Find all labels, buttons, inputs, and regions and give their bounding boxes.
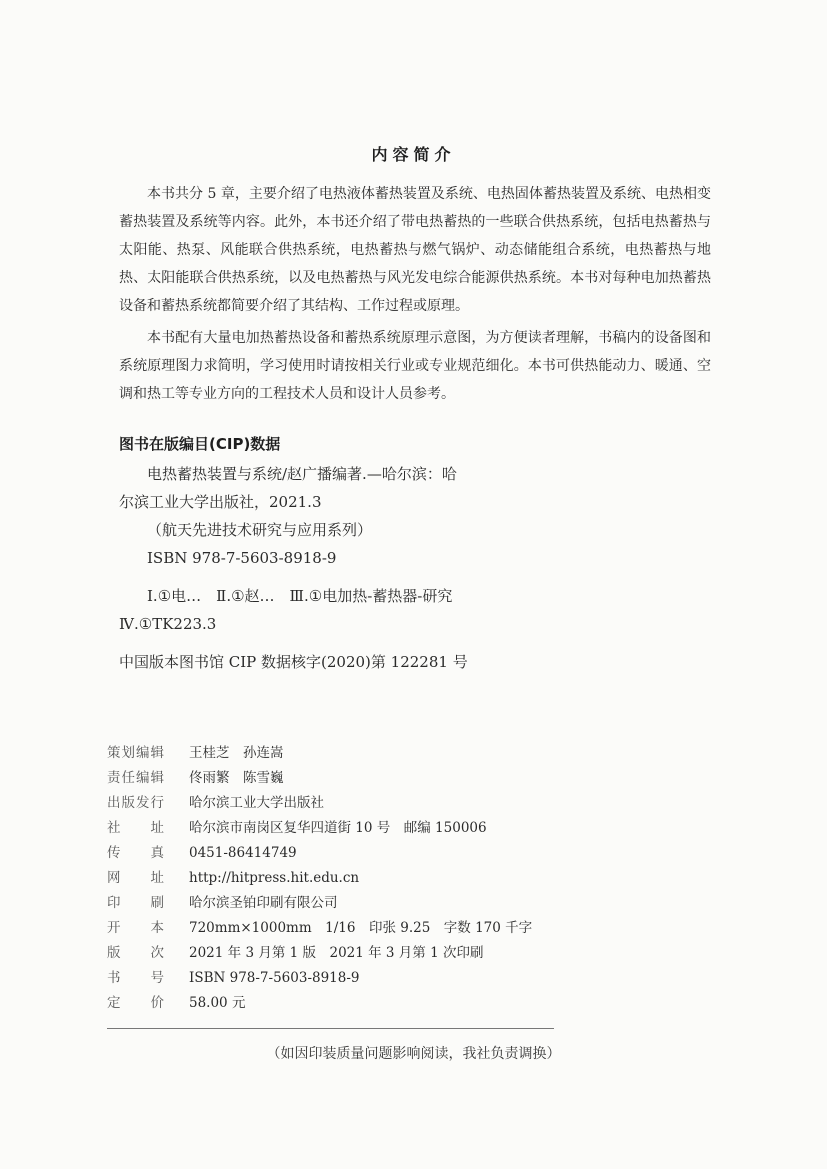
imprint-row (107, 891, 532, 916)
imprint-label: 定 价 (107, 995, 165, 1011)
imprint-value: 王桂芝 孙连嵩 (189, 745, 284, 761)
imprint-label: 开 本 (107, 920, 165, 936)
divider (107, 1028, 554, 1029)
imprint-row (107, 991, 532, 1016)
imprint-value: 佟雨繁 陈雪巍 (189, 770, 284, 786)
imprint-row (107, 766, 532, 791)
footer-note: （如因印装质量问题影响阅读，我社负责调换） (266, 1046, 561, 1062)
imprint-row (107, 741, 532, 766)
imprint-value: 哈尔滨市南岗区复华四道街 10 号 邮编 150006 (189, 820, 487, 836)
imprint-row (107, 966, 532, 991)
cip-publisher-line: 尔滨工业大学出版社，2021.3 (119, 493, 322, 511)
cip-record-number: 中国版本图书馆 CIP 数据核字(2020)第 122281 号 (119, 653, 468, 671)
intro-paragraph: 本书配有大量电加热蓄热设备和蓄热系统原理示意图，为方便读者理解，书稿内的设备图和系统原理图力求简明，学习使用时请按相关行业或专业规范细化。本书可供热能动力、暖通、空调和热工等专业方向的工程技术人员和设计人员参考。 (119, 330, 711, 402)
imprint-table (107, 741, 532, 1016)
imprint-label: 出版发行 (107, 795, 165, 811)
imprint-label: 责任编辑 (107, 770, 165, 786)
imprint-label: 策划编辑 (107, 745, 165, 761)
cip-isbn-line: ISBN 978-7-5603-8918-9 (147, 549, 337, 567)
imprint-label: 传 真 (107, 845, 165, 861)
imprint-row (107, 841, 532, 866)
imprint-value: http://hitpress.hit.edu.cn (189, 870, 360, 886)
cip-series-line: （航天先进技术研究与应用系列） (147, 521, 373, 539)
imprint-label: 网 址 (107, 870, 165, 886)
imprint-value: 哈尔滨工业大学出版社 (189, 795, 324, 811)
cip-title-line: 电热蓄热装置与系统/赵广播编著.—哈尔滨：哈 (147, 465, 457, 483)
imprint-row (107, 916, 532, 941)
imprint-label: 印 刷 (107, 895, 165, 911)
imprint-label: 书 号 (107, 970, 165, 986)
imprint-label: 社 址 (107, 820, 165, 836)
imprint-value: 720mm×1000mm 1/16 印张 9.25 字数 170 千字 (189, 920, 533, 936)
cip-classification-line: Ⅰ.①电… Ⅱ.①赵… Ⅲ.①电加热-蓄热器-研究 (147, 587, 453, 605)
imprint-value: 58.00 元 (189, 995, 246, 1011)
cip-classification-line-2: Ⅳ.①TK223.3 (119, 615, 217, 633)
imprint-row (107, 941, 532, 966)
imprint-row (107, 866, 532, 891)
imprint-row (107, 816, 532, 841)
imprint-label: 版 次 (107, 945, 165, 961)
imprint-row (107, 791, 532, 816)
cip-heading: 图书在版编目(CIP)数据 (119, 435, 281, 453)
imprint-value: 哈尔滨圣铂印刷有限公司 (189, 895, 338, 911)
intro-paragraph: 本书共分 5 章，主要介绍了电热液体蓄热装置及系统、电热固体蓄热装置及系统、电热相变蓄热装置及系统等内容。此外，本书还介绍了带电热蓄热的一些联合供热系统，包括电热蓄热与太阳能、热泵、风能联合供热系统，电热蓄热与燃气锅炉、动态储能组合系统，电热蓄热与地热、太阳能联合供热系统，以及电热蓄热与风光发电综合能源供热系统。本书对每种电加热蓄热设备和蓄热系统都简要介绍了其结构、工作过程或原理。 (119, 186, 711, 314)
imprint-value: 0451-86414749 (189, 845, 297, 861)
imprint-value: 2021 年 3 月第 1 版 2021 年 3 月第 1 次印刷 (189, 945, 484, 961)
cip-block (119, 433, 579, 676)
intro-title: 内容简介 (371, 145, 456, 164)
intro-section (119, 180, 711, 412)
imprint-value: ISBN 978-7-5603-8918-9 (189, 970, 360, 986)
